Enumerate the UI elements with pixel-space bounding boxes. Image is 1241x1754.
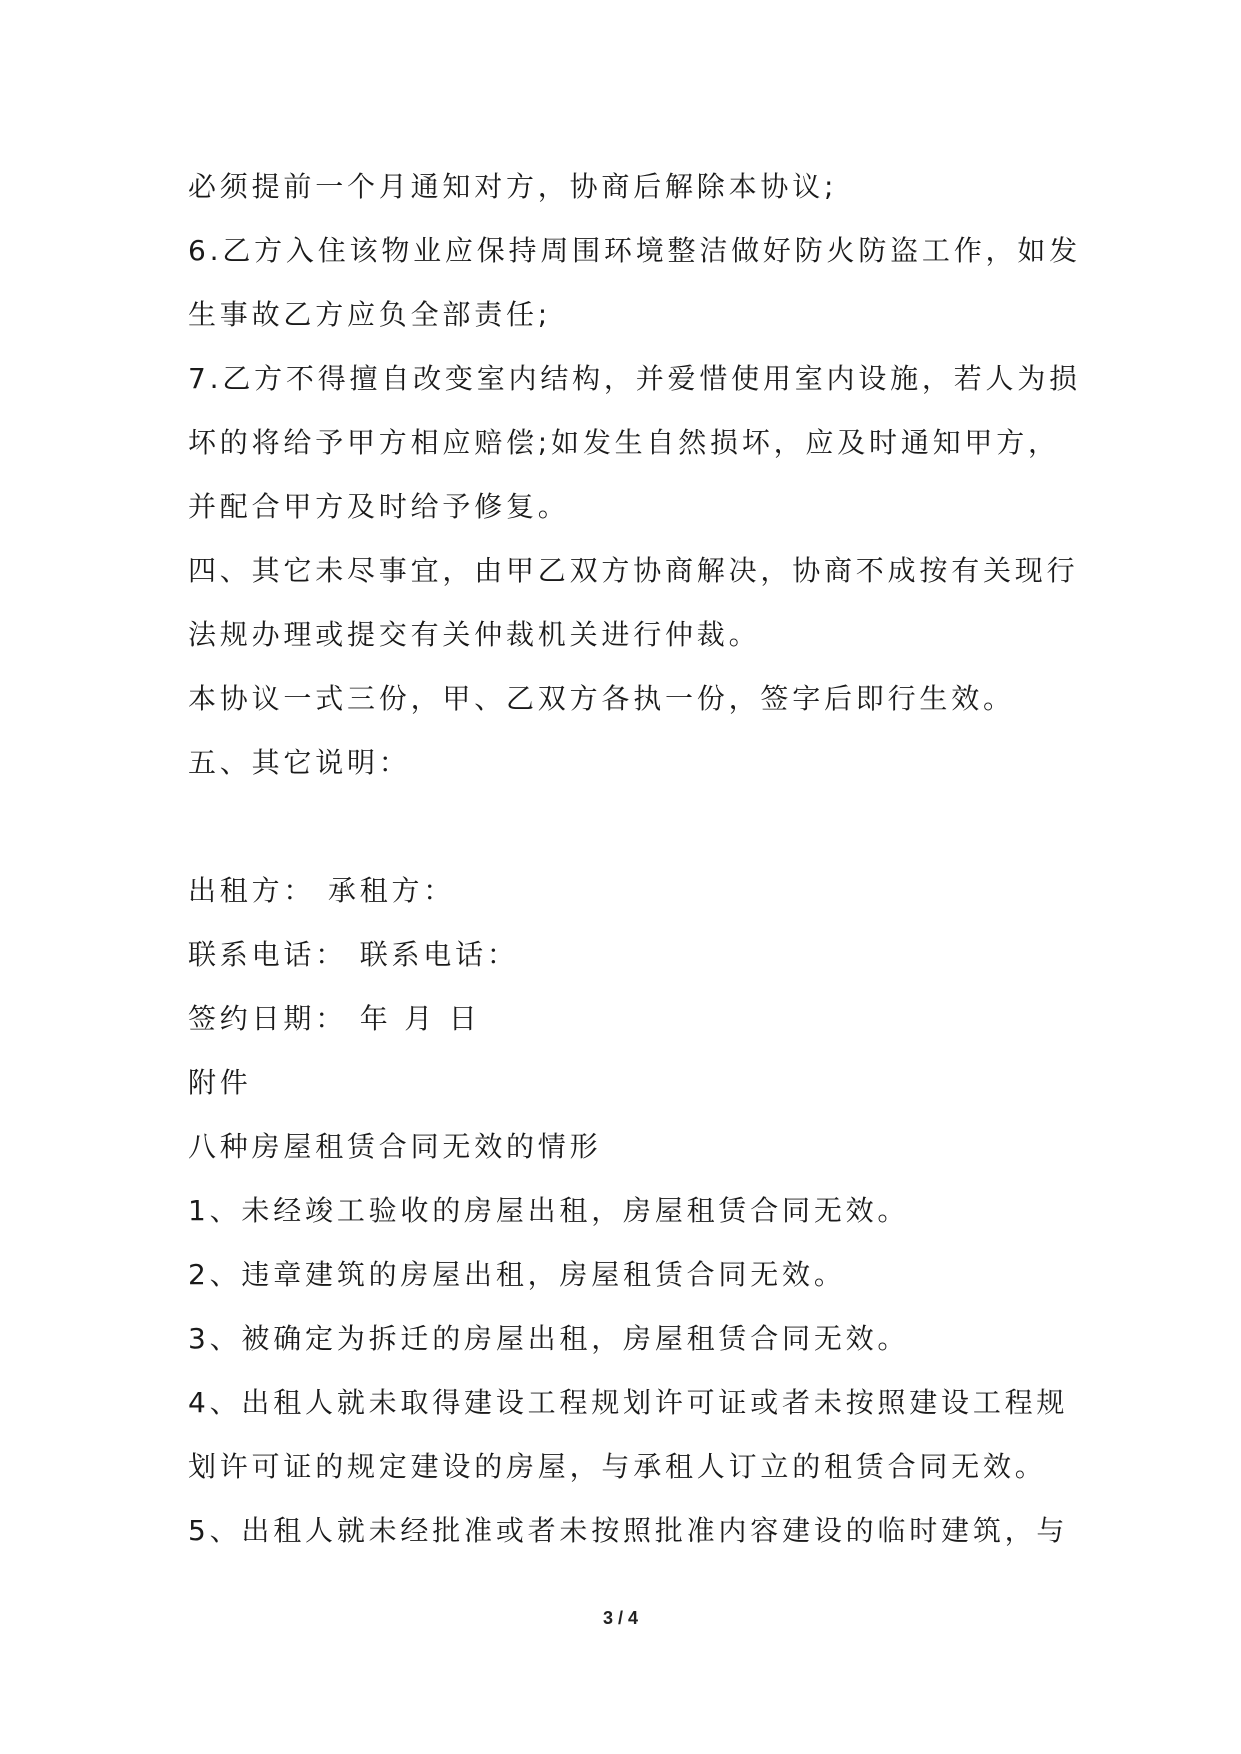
signature-line-lessor: 出租方： 承租方： xyxy=(188,874,456,907)
appendix-item: 2、违章建筑的房屋出租，房屋租赁合同无效。 xyxy=(188,1258,846,1291)
body-line: 四、其它未尽事宜，由甲乙双方协商解决，协商不成按有关现行 xyxy=(188,554,1079,587)
body-line: 7.乙方不得擅自改变室内结构，并爱惜使用室内设施，若人为损 xyxy=(188,362,1081,395)
appendix-item: 5、出租人就未经批准或者未按照批准内容建设的临时建筑，与 xyxy=(188,1514,1069,1547)
body-line: 法规办理或提交有关仲裁机关进行仲裁。 xyxy=(188,618,761,651)
body-line: 6.乙方入住该物业应保持周围环境整洁做好防火防盗工作，如发 xyxy=(188,234,1081,267)
body-line: 五、其它说明： xyxy=(188,746,411,779)
appendix-label: 附件 xyxy=(188,1066,252,1099)
body-line: 必须提前一个月通知对方，协商后解除本协议; xyxy=(188,170,838,203)
appendix-item: 1、未经竣工验收的房屋出租，房屋租赁合同无效。 xyxy=(188,1194,910,1227)
appendix-item: 4、出租人就未取得建设工程规划许可证或者未按照建设工程规 xyxy=(188,1386,1069,1419)
appendix-item: 3、被确定为拆迁的房屋出租，房屋租赁合同无效。 xyxy=(188,1322,910,1355)
appendix-item: 划许可证的规定建设的房屋，与承租人订立的租赁合同无效。 xyxy=(188,1450,1047,1483)
page-number: 3 / 4 xyxy=(602,1608,639,1628)
signature-line-date: 签约日期： 年 月 日 xyxy=(188,1002,481,1035)
body-line: 生事故乙方应负全部责任; xyxy=(188,298,552,331)
blank-line xyxy=(188,795,1058,859)
body-line: 并配合甲方及时给予修复。 xyxy=(188,490,570,523)
body-line: 坏的将给予甲方相应赔偿;如发生自然损坏，应及时通知甲方， xyxy=(188,426,1060,459)
document-body xyxy=(188,155,1081,1563)
signature-line-phone: 联系电话： 联系电话： xyxy=(188,938,519,971)
appendix-title: 八种房屋租赁合同无效的情形 xyxy=(188,1130,602,1163)
body-line: 本协议一式三份，甲、乙双方各执一份，签字后即行生效。 xyxy=(188,682,1015,715)
